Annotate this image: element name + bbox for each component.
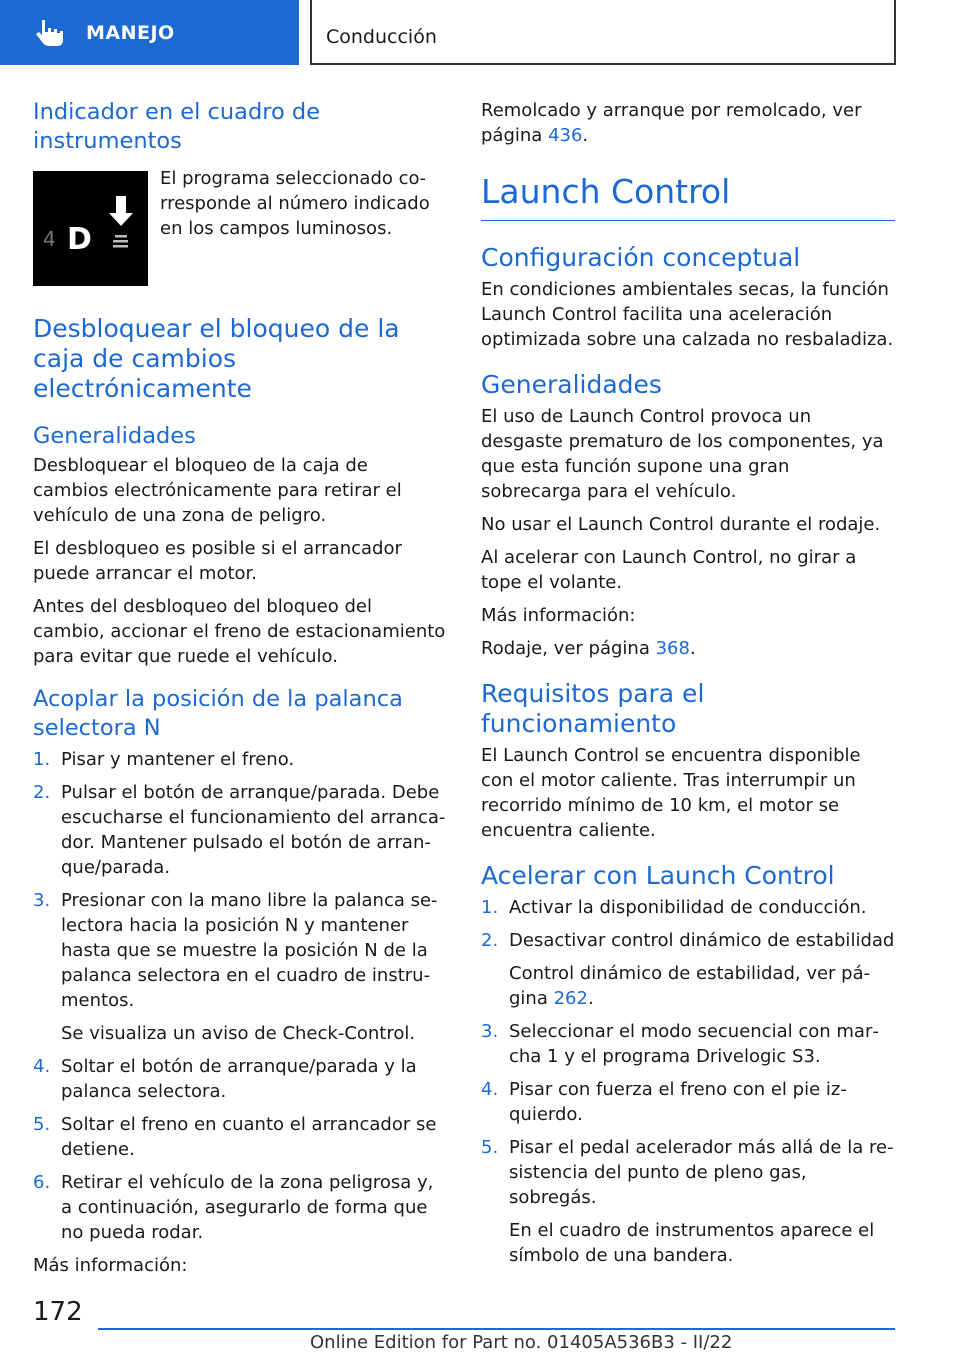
heading-indicator: Indicador en el cuadro de instrumentos bbox=[33, 99, 321, 154]
right-column bbox=[481, 98, 895, 1268]
paragraph: El uso de Launch Control provoca un desgaste prematuro de los componentes, ya que esta función supone una gran sobrecarga para el vehículo. bbox=[481, 406, 884, 502]
gear-4d-icon bbox=[33, 171, 148, 286]
step-number: 4. bbox=[33, 1056, 51, 1077]
step-note bbox=[509, 961, 895, 1011]
step-note bbox=[509, 1218, 895, 1268]
list-item bbox=[481, 928, 895, 1011]
hand-pointer-icon bbox=[30, 18, 70, 48]
step-number: 2. bbox=[33, 782, 51, 803]
step-body bbox=[61, 780, 448, 880]
breakin-reference bbox=[481, 636, 895, 661]
list-item bbox=[33, 1170, 448, 1245]
paragraph: Al acelerar con Launch Control, no girar a tope el volante. bbox=[481, 547, 857, 593]
heading-general-left: Generalidades bbox=[33, 423, 196, 449]
list-item bbox=[33, 747, 448, 772]
step-number: 5. bbox=[33, 1114, 51, 1135]
edition-info: Online Edition for Part no. 01405A536B3 - II/22 bbox=[310, 1332, 733, 1353]
list-item bbox=[33, 780, 448, 880]
step-text: Seleccionar el modo secuencial con marcha 1 y el programa Drivelogic S3. bbox=[509, 1021, 879, 1067]
breakin-dot: . bbox=[689, 638, 696, 659]
page-number: 172 bbox=[33, 1297, 83, 1327]
breakin-text: Rodaje, ver página bbox=[481, 638, 650, 659]
step-body bbox=[509, 928, 895, 1011]
step-note-text: Control dinámico de estabilidad, ver página bbox=[509, 963, 871, 1009]
page-title: Conducción bbox=[326, 26, 437, 48]
step-text: Soltar el botón de arranque/parada y la palanca selectora. bbox=[61, 1056, 417, 1102]
gear-label-d: D bbox=[67, 222, 92, 257]
step-text: Pisar y mantener el freno. bbox=[61, 749, 295, 770]
gear-label-4: 4 bbox=[43, 227, 56, 251]
step-note-text: En el cuadro de instrumentos aparece el símbolo de una bandera. bbox=[509, 1220, 875, 1266]
step-text: Pisar con fuerza el freno con el pie izquierdo. bbox=[509, 1079, 847, 1125]
step-number: 3. bbox=[481, 1021, 499, 1042]
step-text: Presionar con la mano libre la palanca selectora hacia la posición N y mantener hasta que se muestre la posición N de la palanca selectora en el cuadro de instrumentos. bbox=[61, 890, 438, 1011]
section-tab[interactable] bbox=[0, 0, 299, 65]
step-body bbox=[509, 1135, 895, 1268]
step-note-dot: . bbox=[587, 988, 594, 1009]
more-info-label: Más información: bbox=[33, 1255, 188, 1276]
section-tab-label: MANEJO bbox=[86, 21, 175, 44]
steps-left bbox=[33, 747, 448, 1245]
paragraph: No usar el Launch Control durante el rodaje. bbox=[481, 514, 881, 535]
paragraph: El Launch Control se encuentra disponible con el motor caliente. Tras interrumpir un recorrido mínimo de 10 km, el motor se encuentra caliente. bbox=[481, 745, 861, 841]
step-number: 1. bbox=[33, 749, 51, 770]
step-text: Retirar el vehículo de la zona peligrosa y, a continuación, asegurarlo de forma que no pueda rodar. bbox=[61, 1172, 434, 1243]
page-link[interactable]: 262 bbox=[553, 988, 588, 1009]
indicator-figure-row bbox=[33, 168, 448, 286]
tow-reference bbox=[481, 98, 895, 148]
step-body bbox=[61, 1112, 448, 1162]
step-text: Soltar el freno en cuanto el arrancador se detiene. bbox=[61, 1114, 437, 1160]
page-header bbox=[310, 0, 896, 65]
step-body bbox=[61, 888, 448, 1046]
tow-text: Remolcado y arranque por remolcado, ver página bbox=[481, 100, 862, 146]
step-number: 1. bbox=[481, 897, 499, 918]
heading-requirements: Requisitos para el funcionamiento bbox=[481, 679, 705, 738]
list-item bbox=[481, 1019, 895, 1069]
step-text: Desactivar control dinámico de estabilidad bbox=[509, 930, 895, 951]
heading-general-right: Generalidades bbox=[481, 370, 662, 399]
paragraph: Antes del desbloqueo del bloqueo del cambio, accionar el freno de estacionamiento para evitar que ruede el vehículo. bbox=[33, 596, 446, 667]
step-number: 3. bbox=[33, 890, 51, 911]
step-number: 6. bbox=[33, 1172, 51, 1193]
list-item bbox=[481, 1135, 895, 1268]
step-number: 2. bbox=[481, 930, 499, 951]
paragraph: El desbloqueo es posible si el arrancador puede arrancar el motor. bbox=[33, 538, 402, 584]
paragraph: Desbloquear el bloqueo de la caja de cambios electrónicamente para retirar el vehículo de una zona de peligro. bbox=[33, 455, 402, 526]
step-text: Pisar el pedal acelerador más allá de la resistencia del punto de pleno gas, sobregás. bbox=[509, 1137, 894, 1208]
gear-display-figure bbox=[33, 171, 148, 286]
step-text: Pulsar el botón de arranque/parada. Debe escucharse el funcionamiento del arrancador. Mantener pulsado el botón de arranque/parada. bbox=[61, 782, 446, 878]
step-body bbox=[61, 1054, 448, 1104]
step-body bbox=[509, 1019, 895, 1069]
paragraph: Más información: bbox=[481, 605, 636, 626]
left-column bbox=[33, 98, 448, 1278]
steps-right bbox=[481, 895, 895, 1268]
page-link-368[interactable]: 368 bbox=[655, 638, 690, 659]
step-note-text: Se visualiza un aviso de Check-Control. bbox=[61, 1023, 416, 1044]
step-body bbox=[61, 1170, 448, 1245]
list-item bbox=[33, 888, 448, 1046]
paragraph: En condiciones ambientales secas, la función Launch Control facilita una aceleración optimizada sobre una calzada no resbaladiza. bbox=[481, 279, 894, 350]
footer-divider bbox=[98, 1328, 895, 1330]
list-item bbox=[33, 1054, 448, 1104]
heading-unlock: Desbloquear el bloqueo de la caja de cambios electrónicamente bbox=[33, 314, 400, 403]
step-body bbox=[61, 747, 294, 772]
indicator-description: El programa seleccionado corresponde al número indicado en los campos luminosos. bbox=[160, 168, 430, 239]
heading-launch-control: Launch Control bbox=[481, 172, 895, 221]
step-note bbox=[61, 1021, 448, 1046]
list-item bbox=[481, 1077, 895, 1127]
list-item bbox=[33, 1112, 448, 1162]
step-number: 4. bbox=[481, 1079, 499, 1100]
step-number: 5. bbox=[481, 1137, 499, 1158]
arrow-down-icon bbox=[109, 196, 133, 226]
page-link-436[interactable]: 436 bbox=[548, 125, 583, 146]
heading-concept: Configuración conceptual bbox=[481, 243, 801, 272]
heading-lever-n: Acoplar la posición de la palanca selectora N bbox=[33, 686, 403, 741]
step-body bbox=[509, 895, 867, 920]
step-text: Activar la disponibilidad de conducción. bbox=[509, 897, 867, 918]
step-body bbox=[509, 1077, 895, 1127]
heading-accelerate: Acelerar con Launch Control bbox=[481, 861, 835, 890]
list-item bbox=[481, 895, 895, 920]
tow-dot: . bbox=[582, 125, 589, 146]
